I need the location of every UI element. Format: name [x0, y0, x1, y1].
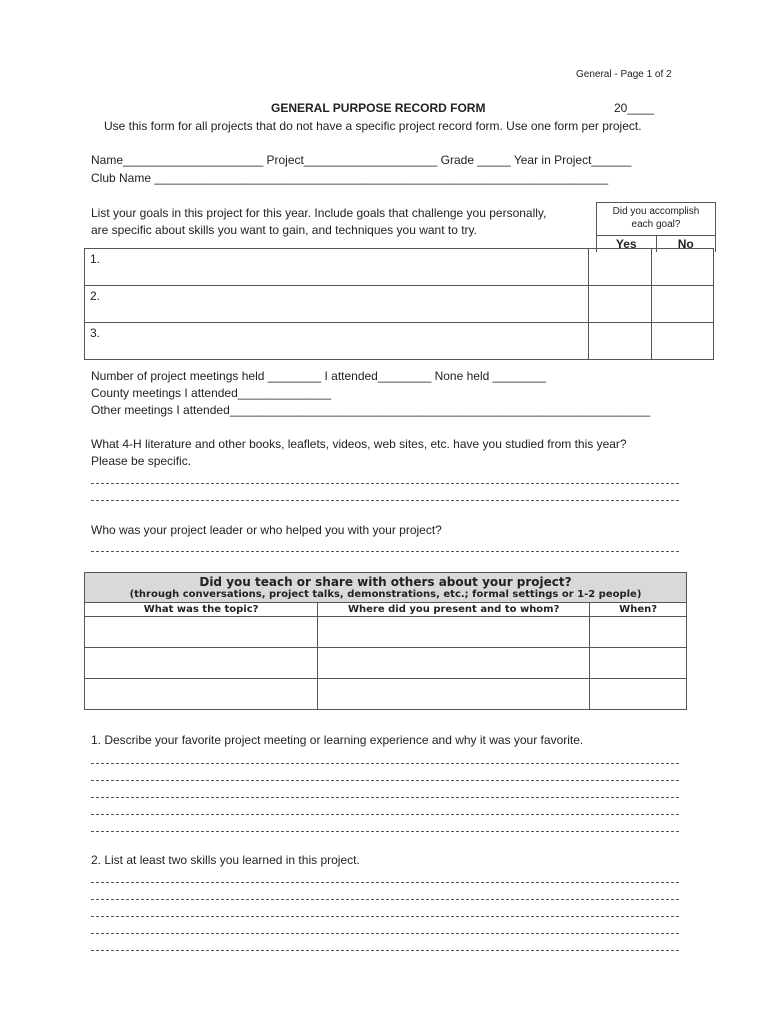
goal-text-cell[interactable]: 1.: [85, 249, 589, 286]
goal-yes-cell[interactable]: [588, 249, 651, 286]
answer-line[interactable]: [91, 950, 679, 951]
other-meetings-line[interactable]: Other meetings I attended_______________________________________________________________: [91, 403, 651, 417]
share-table: [84, 572, 687, 710]
goal-row: [85, 249, 714, 286]
year-field[interactable]: 20____: [614, 101, 655, 115]
goal-yes-cell[interactable]: [588, 286, 651, 323]
goal-accomplished-header: [596, 202, 716, 252]
table-row: [85, 648, 687, 679]
county-meetings-line[interactable]: County meetings I attended______________: [91, 386, 332, 400]
literature-question-line1: What 4-H literature and other books, leaflets, videos, web sites, etc. have you studied from this year?: [91, 437, 627, 451]
answer-line[interactable]: [91, 814, 679, 815]
when-cell[interactable]: [590, 648, 687, 679]
where-cell[interactable]: [318, 679, 590, 710]
favorite-experience-question: 1. Describe your favorite project meeting or learning experience and why it was your favorite.: [91, 733, 584, 747]
answer-line[interactable]: [91, 831, 679, 832]
when-column-header: When?: [590, 603, 687, 617]
where-cell[interactable]: [318, 617, 590, 648]
goals-prompt-line1: List your goals in this project for this year. Include goals that challenge you personally,: [91, 206, 547, 220]
table-row: [85, 679, 687, 710]
no-column-header: No: [677, 237, 694, 251]
answer-line[interactable]: [91, 882, 679, 883]
leader-question: Who was your project leader or who helped you with your project?: [91, 523, 442, 537]
goal-row: [85, 286, 714, 323]
project-meetings-line[interactable]: Number of project meetings held ________ I attended________ None held ________: [91, 369, 547, 383]
goals-table: [84, 248, 714, 360]
answer-line[interactable]: [91, 500, 679, 501]
goal-row: [85, 323, 714, 360]
share-subtitle: (through conversations, project talks, demonstrations, etc.; formal settings or 1-2 people): [129, 589, 642, 600]
goals-prompt-line2: are specific about skills you want to gain, and techniques you want to try.: [91, 223, 477, 237]
where-cell[interactable]: [318, 648, 590, 679]
goal-yes-cell[interactable]: [588, 323, 651, 360]
goal-no-cell[interactable]: [651, 249, 713, 286]
answer-line[interactable]: [91, 551, 679, 552]
topic-cell[interactable]: [85, 679, 318, 710]
club-name-line[interactable]: Club Name ____________________________________________________________________: [91, 171, 609, 185]
yes-column-header: Yes: [597, 236, 657, 252]
share-title: Did you teach or share with others about your project?: [199, 575, 572, 589]
goal-text-cell[interactable]: 3.: [85, 323, 589, 360]
where-column-header: Where did you present and to whom?: [318, 603, 590, 617]
goal-question-line1: Did you accomplish: [612, 206, 700, 217]
table-row: [85, 617, 687, 648]
skills-learned-question: 2. List at least two skills you learned in this project.: [91, 853, 360, 867]
topic-cell[interactable]: [85, 617, 318, 648]
page-number-label: General - Page 1 of 2: [576, 69, 672, 80]
topic-column-header: What was the topic?: [85, 603, 318, 617]
answer-line[interactable]: [91, 933, 679, 934]
form-title: GENERAL PURPOSE RECORD FORM: [271, 101, 486, 115]
goal-no-cell[interactable]: [651, 286, 713, 323]
answer-line[interactable]: [91, 763, 679, 764]
name-project-grade-line[interactable]: Name_____________________ Project____________________ Grade _____ Year in Project______: [91, 153, 632, 167]
goal-text-cell[interactable]: 2.: [85, 286, 589, 323]
answer-line[interactable]: [91, 483, 679, 484]
answer-line[interactable]: [91, 916, 679, 917]
form-instructions: Use this form for all projects that do not have a specific project record form. Use one form per project.: [104, 119, 642, 133]
when-cell[interactable]: [590, 617, 687, 648]
answer-line[interactable]: [91, 899, 679, 900]
literature-question-line2: Please be specific.: [91, 454, 192, 468]
goal-no-cell[interactable]: [651, 323, 713, 360]
goal-question-line2: each goal?: [631, 219, 681, 230]
share-banner: [85, 573, 687, 603]
when-cell[interactable]: [590, 679, 687, 710]
answer-line[interactable]: [91, 780, 679, 781]
topic-cell[interactable]: [85, 648, 318, 679]
answer-line[interactable]: [91, 797, 679, 798]
